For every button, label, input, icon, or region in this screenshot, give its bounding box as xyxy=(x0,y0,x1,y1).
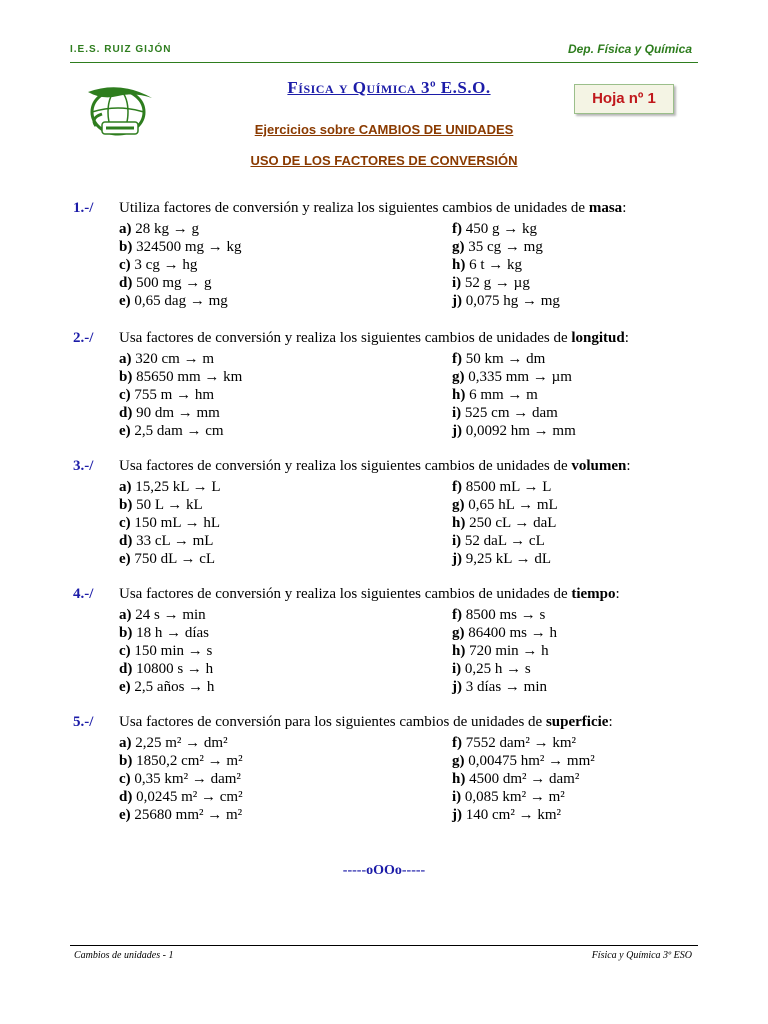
list-item: a) 2,25 m² → dm² xyxy=(119,735,228,751)
list-item: f) 7552 dam² → km² xyxy=(452,735,576,751)
list-item: d) 500 mg → g xyxy=(119,275,212,291)
school-name: I.E.S. RUIZ GIJÓN xyxy=(70,44,172,55)
list-item: b) 85650 mm → km xyxy=(119,369,243,385)
end-mark: -----oOOo----- xyxy=(342,863,426,878)
exercise-topic: tiempo xyxy=(571,586,616,602)
list-item: j) 9,25 kL → dL xyxy=(452,551,552,567)
list-item: g) 0,65 hL → mL xyxy=(452,497,558,513)
list-item: d) 90 dm → mm xyxy=(119,405,220,421)
list-item: a) 15,25 kL → L xyxy=(119,479,221,495)
list-item: e) 25680 mm² → m² xyxy=(119,807,243,823)
subtitle-exercises: Ejercicios sobre CAMBIOS DE UNIDADES xyxy=(254,122,514,137)
exercise-statement: Usa factores de conversión para los siguientes cambios de unidades de superficie: xyxy=(119,714,613,730)
exercise-topic: masa xyxy=(588,200,623,216)
list-item: g) 35 cg → mg xyxy=(452,239,543,255)
list-item: g) 86400 ms → h xyxy=(452,625,558,641)
exercise-topic: longitud xyxy=(571,330,625,346)
list-item: i) 525 cm → dam xyxy=(452,405,558,421)
list-item: d) 33 cL → mL xyxy=(119,533,214,549)
subtitle-conversion-factors: USO DE LOS FACTORES DE CONVERSIÓN xyxy=(250,153,518,168)
list-item: f) 8500 mL → L xyxy=(452,479,552,495)
list-item: f) 450 g → kg xyxy=(452,221,537,237)
list-item: j) 0,075 hg → mg xyxy=(452,293,560,309)
list-item: c) 0,35 km² → dam² xyxy=(119,771,241,787)
exercise-number: 2.-/ xyxy=(73,330,94,346)
department-name: Dep. Física y Química xyxy=(567,42,692,56)
list-item: e) 2,5 años → h xyxy=(119,679,215,695)
exercise-number: 4.-/ xyxy=(73,586,94,602)
exercise-topic: superficie xyxy=(545,714,609,730)
list-item: i) 0,25 h → s xyxy=(452,661,531,677)
list-item: h) 250 cL → daL xyxy=(452,515,557,531)
list-item: i) 52 g → µg xyxy=(452,275,530,291)
exercise-number: 1.-/ xyxy=(73,200,94,216)
list-item: b) 50 L → kL xyxy=(119,497,203,513)
page-title: Física y Química 3º E.S.O. xyxy=(287,78,491,97)
list-item: c) 150 mL → hL xyxy=(119,515,221,531)
list-item: g) 0,00475 hm² → mm² xyxy=(452,753,595,769)
exercise-topic: volumen xyxy=(571,458,627,474)
exercise-statement: Usa factores de conversión y realiza los siguientes cambios de unidades de longitud: xyxy=(119,330,629,346)
exercise-statement: Usa factores de conversión y realiza los siguientes cambios de unidades de volumen: xyxy=(119,458,631,474)
exercise-number: 5.-/ xyxy=(73,714,94,730)
list-item: g) 0,335 mm → µm xyxy=(452,369,572,385)
sheet-badge: Hoja nº 1 xyxy=(574,84,674,114)
list-item: e) 2,5 dam → cm xyxy=(119,423,224,439)
list-item: e) 0,65 dag → mg xyxy=(119,293,228,309)
list-item: e) 750 dL → cL xyxy=(119,551,216,567)
list-item: c) 150 min → s xyxy=(119,643,213,659)
list-item: a) 24 s → min xyxy=(119,607,206,623)
footer-right: Física y Química 3º ESO xyxy=(591,950,692,961)
list-item: h) 4500 dm² → dam² xyxy=(452,771,580,787)
list-item: b) 1850,2 cm² → m² xyxy=(119,753,243,769)
list-item: f) 8500 ms → s xyxy=(452,607,546,623)
footer-left: Cambios de unidades - 1 xyxy=(74,950,174,961)
list-item: i) 0,085 km² → m² xyxy=(452,789,565,805)
list-item: b) 18 h → días xyxy=(119,625,210,641)
list-item: d) 10800 s → h xyxy=(119,661,214,677)
list-item: a) 28 kg → g xyxy=(119,221,199,237)
list-item: j) 3 días → min xyxy=(452,679,547,695)
list-item: c) 3 cg → hg xyxy=(119,257,198,273)
list-item: f) 50 km → dm xyxy=(452,351,546,367)
list-item: c) 755 m → hm xyxy=(119,387,214,403)
list-item: j) 0,0092 hm → mm xyxy=(452,423,576,439)
list-item: a) 320 cm → m xyxy=(119,351,214,367)
list-item: h) 6 t → kg xyxy=(452,257,523,273)
exercise-statement: Usa factores de conversión y realiza los siguientes cambios de unidades de tiempo: xyxy=(119,586,620,602)
footer-divider xyxy=(70,945,698,946)
list-item: d) 0,0245 m² → cm² xyxy=(119,789,243,805)
list-item: h) 6 mm → m xyxy=(452,387,538,403)
list-item: b) 324500 mg → kg xyxy=(119,239,242,255)
exercise-statement: Utiliza factores de conversión y realiza los siguientes cambios de unidades de masa: xyxy=(119,200,627,216)
list-item: h) 720 min → h xyxy=(452,643,549,659)
exercise-number: 3.-/ xyxy=(73,458,94,474)
list-item: i) 52 daL → cL xyxy=(452,533,545,549)
header-divider xyxy=(70,62,698,63)
list-item: j) 140 cm² → km² xyxy=(452,807,561,823)
